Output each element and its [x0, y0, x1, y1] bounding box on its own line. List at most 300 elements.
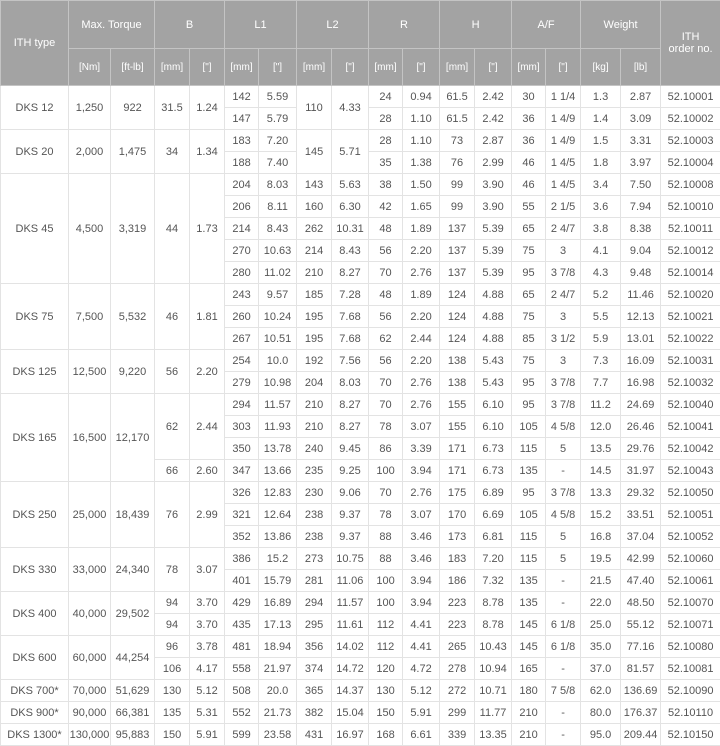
af-mm-cell: 165	[512, 658, 546, 680]
torque-ftlb-cell: 1,475	[111, 130, 155, 174]
l2-mm-cell: 235	[297, 460, 332, 482]
l2-inch-cell: 11.61	[332, 614, 369, 636]
h-mm-cell: 155	[440, 416, 475, 438]
weight-kg-cell: 13.3	[581, 482, 621, 504]
weight-kg-cell: 3.6	[581, 196, 621, 218]
weight-lb-cell: 9.48	[621, 262, 661, 284]
l2-mm-cell: 185	[297, 284, 332, 306]
torque-nm-cell: 90,000	[69, 702, 111, 724]
r-mm-cell: 112	[369, 614, 403, 636]
l2-mm-cell: 143	[297, 174, 332, 196]
order-no-cell: 52.10002	[661, 108, 720, 130]
r-mm-cell: 130	[369, 680, 403, 702]
torque-ftlb-cell: 3,319	[111, 174, 155, 284]
h-inch-cell: 10.71	[475, 680, 512, 702]
weight-lb-cell: 136.69	[621, 680, 661, 702]
weight-kg-cell: 4.1	[581, 240, 621, 262]
h-mm-cell: 265	[440, 636, 475, 658]
h-mm-cell: 76	[440, 152, 475, 174]
torque-ftlb-cell: 29,502	[111, 592, 155, 636]
b-inch-cell: 1.73	[190, 174, 225, 284]
l2-mm-cell: 382	[297, 702, 332, 724]
weight-kg-cell: 5.2	[581, 284, 621, 306]
l1-mm-cell: 552	[225, 702, 259, 724]
l1-inch-cell: 5.59	[259, 86, 297, 108]
l2-mm-cell: 294	[297, 592, 332, 614]
weight-lb-cell: 16.98	[621, 372, 661, 394]
header-af: A/F	[512, 1, 581, 49]
weight-kg-cell: 80.0	[581, 702, 621, 724]
r-mm-cell: 35	[369, 152, 403, 174]
r-inch-cell: 5.12	[403, 680, 440, 702]
weight-kg-cell: 4.3	[581, 262, 621, 284]
h-mm-cell: 186	[440, 570, 475, 592]
af-mm-cell: 145	[512, 636, 546, 658]
l2-inch-cell: 8.27	[332, 262, 369, 284]
l2-mm-cell: 160	[297, 196, 332, 218]
r-mm-cell: 62	[369, 328, 403, 350]
table-row	[1, 592, 720, 614]
b-mm-cell: 135	[155, 702, 190, 724]
h-inch-cell: 6.10	[475, 416, 512, 438]
header-order-no	[661, 1, 720, 86]
l2-mm-cell: 356	[297, 636, 332, 658]
table-row	[1, 130, 720, 152]
af-mm-cell: 46	[512, 174, 546, 196]
af-mm-cell: 65	[512, 218, 546, 240]
af-inch-cell: 3 7/8	[546, 372, 581, 394]
af-mm-cell: 36	[512, 130, 546, 152]
l1-mm-cell: 599	[225, 724, 259, 746]
r-mm-cell: 150	[369, 702, 403, 724]
l1-mm-cell: 558	[225, 658, 259, 680]
b-mm-cell: 130	[155, 680, 190, 702]
table-body	[1, 86, 720, 746]
b-inch-cell: 5.12	[190, 680, 225, 702]
torque-nm-cell: 2,000	[69, 130, 111, 174]
h-mm-cell: 124	[440, 328, 475, 350]
weight-kg-cell: 1.5	[581, 130, 621, 152]
af-inch-cell: 4 5/8	[546, 504, 581, 526]
order-no-cell: 52.10011	[661, 218, 720, 240]
h-inch-cell: 8.78	[475, 614, 512, 636]
weight-lb-cell: 55.12	[621, 614, 661, 636]
order-no-cell: 52.10040	[661, 394, 720, 416]
b-mm-cell: 31.5	[155, 86, 190, 130]
r-inch-cell: 2.20	[403, 240, 440, 262]
ith-type-cell: DKS 20	[1, 130, 69, 174]
l2-inch-cell: 9.06	[332, 482, 369, 504]
r-mm-cell: 48	[369, 284, 403, 306]
h-inch-cell: 2.42	[475, 86, 512, 108]
l2-inch-cell: 8.27	[332, 394, 369, 416]
weight-lb-cell: 7.50	[621, 174, 661, 196]
r-mm-cell: 100	[369, 570, 403, 592]
l2-inch-cell: 10.31	[332, 218, 369, 240]
b-mm-cell: 56	[155, 350, 190, 394]
l1-mm-cell: 280	[225, 262, 259, 284]
r-mm-cell: 88	[369, 548, 403, 570]
r-inch-cell: 3.94	[403, 570, 440, 592]
l2-mm-cell: 195	[297, 328, 332, 350]
ith-type-cell: DKS 12	[1, 86, 69, 130]
l1-inch-cell: 10.24	[259, 306, 297, 328]
order-no-cell: 52.10004	[661, 152, 720, 174]
l2-mm-cell: 210	[297, 416, 332, 438]
r-inch-cell: 3.94	[403, 592, 440, 614]
table-row	[1, 636, 720, 658]
r-mm-cell: 42	[369, 196, 403, 218]
l2-inch-cell: 9.45	[332, 438, 369, 460]
header-order-no-line1: ITH	[682, 31, 700, 43]
af-mm-cell: 115	[512, 526, 546, 548]
table-row	[1, 702, 720, 724]
weight-kg-cell: 7.7	[581, 372, 621, 394]
r-inch-cell: 3.39	[403, 438, 440, 460]
h-mm-cell: 339	[440, 724, 475, 746]
l2-mm-cell: 238	[297, 526, 332, 548]
af-mm-cell: 105	[512, 504, 546, 526]
weight-lb-cell: 47.40	[621, 570, 661, 592]
unit-header: ["]	[475, 49, 512, 86]
b-inch-cell: 1.34	[190, 130, 225, 174]
af-mm-cell: 75	[512, 350, 546, 372]
header-r: R	[369, 1, 440, 49]
weight-kg-cell: 21.5	[581, 570, 621, 592]
weight-kg-cell: 1.8	[581, 152, 621, 174]
l1-inch-cell: 12.64	[259, 504, 297, 526]
l1-inch-cell: 13.86	[259, 526, 297, 548]
order-no-cell: 52.10081	[661, 658, 720, 680]
h-mm-cell: 171	[440, 438, 475, 460]
l1-inch-cell: 7.40	[259, 152, 297, 174]
l1-mm-cell: 481	[225, 636, 259, 658]
weight-lb-cell: 24.69	[621, 394, 661, 416]
unit-header: [mm]	[369, 49, 403, 86]
l1-inch-cell: 11.57	[259, 394, 297, 416]
af-inch-cell: 1 4/5	[546, 174, 581, 196]
l1-inch-cell: 15.2	[259, 548, 297, 570]
weight-kg-cell: 25.0	[581, 614, 621, 636]
r-mm-cell: 78	[369, 504, 403, 526]
weight-lb-cell: 29.76	[621, 438, 661, 460]
af-mm-cell: 105	[512, 416, 546, 438]
order-no-cell: 52.10012	[661, 240, 720, 262]
l2-inch-cell: 16.97	[332, 724, 369, 746]
r-inch-cell: 4.41	[403, 636, 440, 658]
h-inch-cell: 3.90	[475, 196, 512, 218]
torque-nm-cell: 130,000	[69, 724, 111, 746]
r-inch-cell: 2.20	[403, 306, 440, 328]
b-inch-cell: 4.17	[190, 658, 225, 680]
weight-lb-cell: 2.87	[621, 86, 661, 108]
af-inch-cell: 3 7/8	[546, 262, 581, 284]
r-inch-cell: 1.38	[403, 152, 440, 174]
r-mm-cell: 70	[369, 482, 403, 504]
l2-inch-cell: 5.63	[332, 174, 369, 196]
unit-header: ["]	[546, 49, 581, 86]
order-no-cell: 52.10041	[661, 416, 720, 438]
b-mm-cell: 94	[155, 614, 190, 636]
weight-lb-cell: 16.09	[621, 350, 661, 372]
unit-header: [mm]	[155, 49, 190, 86]
r-mm-cell: 70	[369, 372, 403, 394]
order-no-cell: 52.10150	[661, 724, 720, 746]
r-mm-cell: 120	[369, 658, 403, 680]
l2-mm-cell: 238	[297, 504, 332, 526]
ith-type-cell: DKS 125	[1, 350, 69, 394]
r-inch-cell: 1.10	[403, 130, 440, 152]
weight-kg-cell: 7.3	[581, 350, 621, 372]
l1-mm-cell: 260	[225, 306, 259, 328]
l1-mm-cell: 429	[225, 592, 259, 614]
l2-inch-cell: 9.25	[332, 460, 369, 482]
l1-mm-cell: 386	[225, 548, 259, 570]
l1-inch-cell: 8.11	[259, 196, 297, 218]
l1-inch-cell: 11.02	[259, 262, 297, 284]
r-inch-cell: 2.76	[403, 482, 440, 504]
h-inch-cell: 6.69	[475, 504, 512, 526]
order-no-cell: 52.10110	[661, 702, 720, 724]
header-weight: Weight	[581, 1, 661, 49]
af-mm-cell: 210	[512, 702, 546, 724]
l2-inch-cell: 9.37	[332, 504, 369, 526]
torque-nm-cell: 7,500	[69, 284, 111, 350]
weight-kg-cell: 1.4	[581, 108, 621, 130]
order-no-cell: 52.10008	[661, 174, 720, 196]
order-no-cell: 52.10043	[661, 460, 720, 482]
h-inch-cell: 10.43	[475, 636, 512, 658]
l1-inch-cell: 10.63	[259, 240, 297, 262]
l2-mm-cell: 145	[297, 130, 332, 174]
r-inch-cell: 5.91	[403, 702, 440, 724]
header-h: H	[440, 1, 512, 49]
unit-header: ["]	[190, 49, 225, 86]
b-inch-cell: 1.24	[190, 86, 225, 130]
l2-mm-cell: 210	[297, 262, 332, 284]
weight-lb-cell: 26.46	[621, 416, 661, 438]
h-mm-cell: 223	[440, 592, 475, 614]
h-mm-cell: 175	[440, 482, 475, 504]
b-mm-cell: 106	[155, 658, 190, 680]
order-no-cell: 52.10010	[661, 196, 720, 218]
af-mm-cell: 30	[512, 86, 546, 108]
l2-mm-cell: 431	[297, 724, 332, 746]
l2-inch-cell: 14.72	[332, 658, 369, 680]
order-no-cell: 52.10090	[661, 680, 720, 702]
weight-lb-cell: 37.04	[621, 526, 661, 548]
order-no-cell: 52.10070	[661, 592, 720, 614]
weight-lb-cell: 7.94	[621, 196, 661, 218]
h-inch-cell: 5.39	[475, 262, 512, 284]
torque-nm-cell: 40,000	[69, 592, 111, 636]
order-no-cell: 52.10021	[661, 306, 720, 328]
l1-inch-cell: 18.94	[259, 636, 297, 658]
r-inch-cell: 3.46	[403, 548, 440, 570]
h-mm-cell: 73	[440, 130, 475, 152]
r-mm-cell: 56	[369, 350, 403, 372]
af-mm-cell: 85	[512, 328, 546, 350]
weight-lb-cell: 8.38	[621, 218, 661, 240]
order-no-cell: 52.10060	[661, 548, 720, 570]
l1-inch-cell: 11.93	[259, 416, 297, 438]
l1-inch-cell: 12.83	[259, 482, 297, 504]
torque-nm-cell: 25,000	[69, 482, 111, 548]
table-row	[1, 174, 720, 196]
header-l1: L1	[225, 1, 297, 49]
order-no-cell: 52.10020	[661, 284, 720, 306]
l1-inch-cell: 16.89	[259, 592, 297, 614]
l2-inch-cell: 7.56	[332, 350, 369, 372]
af-mm-cell: 75	[512, 240, 546, 262]
l2-mm-cell: 281	[297, 570, 332, 592]
h-inch-cell: 10.94	[475, 658, 512, 680]
weight-lb-cell: 3.97	[621, 152, 661, 174]
ith-type-cell: DKS 700*	[1, 680, 69, 702]
b-inch-cell: 3.70	[190, 592, 225, 614]
h-inch-cell: 5.39	[475, 240, 512, 262]
b-mm-cell: 76	[155, 482, 190, 548]
af-mm-cell: 115	[512, 438, 546, 460]
af-mm-cell: 135	[512, 460, 546, 482]
l2-mm-cell: 273	[297, 548, 332, 570]
af-inch-cell: 3 7/8	[546, 394, 581, 416]
l2-mm-cell: 365	[297, 680, 332, 702]
r-inch-cell: 2.76	[403, 372, 440, 394]
l2-inch-cell: 5.71	[332, 130, 369, 174]
l2-inch-cell: 11.06	[332, 570, 369, 592]
weight-lb-cell: 31.97	[621, 460, 661, 482]
weight-lb-cell: 42.99	[621, 548, 661, 570]
h-inch-cell: 6.10	[475, 394, 512, 416]
af-inch-cell: 6 1/8	[546, 636, 581, 658]
weight-kg-cell: 95.0	[581, 724, 621, 746]
l2-mm-cell: 240	[297, 438, 332, 460]
unit-header: [mm]	[512, 49, 546, 86]
h-mm-cell: 173	[440, 526, 475, 548]
table-row	[1, 680, 720, 702]
h-mm-cell: 124	[440, 284, 475, 306]
weight-kg-cell: 22.0	[581, 592, 621, 614]
l1-inch-cell: 8.03	[259, 174, 297, 196]
l2-mm-cell: 230	[297, 482, 332, 504]
l1-mm-cell: 206	[225, 196, 259, 218]
af-inch-cell: -	[546, 460, 581, 482]
h-inch-cell: 13.35	[475, 724, 512, 746]
af-mm-cell: 95	[512, 482, 546, 504]
l1-inch-cell: 8.43	[259, 218, 297, 240]
r-inch-cell: 0.94	[403, 86, 440, 108]
order-no-cell: 52.10051	[661, 504, 720, 526]
af-mm-cell: 46	[512, 152, 546, 174]
r-mm-cell: 112	[369, 636, 403, 658]
h-inch-cell: 11.77	[475, 702, 512, 724]
af-inch-cell: -	[546, 592, 581, 614]
l1-mm-cell: 147	[225, 108, 259, 130]
af-mm-cell: 95	[512, 262, 546, 284]
l2-inch-cell: 9.37	[332, 526, 369, 548]
weight-lb-cell: 9.04	[621, 240, 661, 262]
h-inch-cell: 2.87	[475, 130, 512, 152]
weight-lb-cell: 209.44	[621, 724, 661, 746]
unit-header: [mm]	[225, 49, 259, 86]
weight-kg-cell: 15.2	[581, 504, 621, 526]
torque-ftlb-cell: 66,381	[111, 702, 155, 724]
r-inch-cell: 6.61	[403, 724, 440, 746]
l1-mm-cell: 347	[225, 460, 259, 482]
h-mm-cell: 171	[440, 460, 475, 482]
weight-kg-cell: 62.0	[581, 680, 621, 702]
torque-nm-cell: 70,000	[69, 680, 111, 702]
l1-inch-cell: 10.51	[259, 328, 297, 350]
r-mm-cell: 168	[369, 724, 403, 746]
af-inch-cell: 1 1/4	[546, 86, 581, 108]
h-inch-cell: 7.20	[475, 548, 512, 570]
l1-mm-cell: 214	[225, 218, 259, 240]
header-order-no-line2: order no.	[669, 43, 713, 55]
weight-kg-cell: 37.0	[581, 658, 621, 680]
r-mm-cell: 78	[369, 416, 403, 438]
h-inch-cell: 6.73	[475, 460, 512, 482]
af-inch-cell: 5	[546, 438, 581, 460]
b-mm-cell: 96	[155, 636, 190, 658]
b-mm-cell: 66	[155, 460, 190, 482]
header-max-torque: Max. Torque	[69, 1, 155, 49]
l2-mm-cell: 374	[297, 658, 332, 680]
weight-kg-cell: 12.0	[581, 416, 621, 438]
h-mm-cell: 183	[440, 548, 475, 570]
weight-lb-cell: 81.57	[621, 658, 661, 680]
r-inch-cell: 1.65	[403, 196, 440, 218]
af-inch-cell: -	[546, 724, 581, 746]
ith-type-cell: DKS 1300*	[1, 724, 69, 746]
weight-lb-cell: 3.31	[621, 130, 661, 152]
b-mm-cell: 150	[155, 724, 190, 746]
h-mm-cell: 61.5	[440, 108, 475, 130]
af-inch-cell: 3 7/8	[546, 482, 581, 504]
af-inch-cell: 3	[546, 350, 581, 372]
l1-mm-cell: 435	[225, 614, 259, 636]
h-mm-cell: 138	[440, 372, 475, 394]
b-inch-cell: 2.20	[190, 350, 225, 394]
b-inch-cell: 2.44	[190, 394, 225, 460]
l2-inch-cell: 14.02	[332, 636, 369, 658]
weight-kg-cell: 14.5	[581, 460, 621, 482]
unit-header: ["]	[403, 49, 440, 86]
r-mm-cell: 100	[369, 460, 403, 482]
r-mm-cell: 70	[369, 394, 403, 416]
l2-inch-cell: 8.43	[332, 240, 369, 262]
ith-type-cell: DKS 250	[1, 482, 69, 548]
order-no-cell: 52.10022	[661, 328, 720, 350]
l1-mm-cell: 254	[225, 350, 259, 372]
af-inch-cell: 1 4/9	[546, 130, 581, 152]
r-mm-cell: 56	[369, 240, 403, 262]
af-inch-cell: 4 5/8	[546, 416, 581, 438]
unit-header: [ft-lb]	[111, 49, 155, 86]
table-row	[1, 548, 720, 570]
l1-mm-cell: 350	[225, 438, 259, 460]
weight-lb-cell: 29.32	[621, 482, 661, 504]
b-mm-cell: 78	[155, 548, 190, 592]
order-no-cell: 52.10042	[661, 438, 720, 460]
r-mm-cell: 38	[369, 174, 403, 196]
h-mm-cell: 299	[440, 702, 475, 724]
unit-header: [mm]	[297, 49, 332, 86]
torque-nm-cell: 12,500	[69, 350, 111, 394]
h-mm-cell: 223	[440, 614, 475, 636]
l2-mm-cell: 214	[297, 240, 332, 262]
